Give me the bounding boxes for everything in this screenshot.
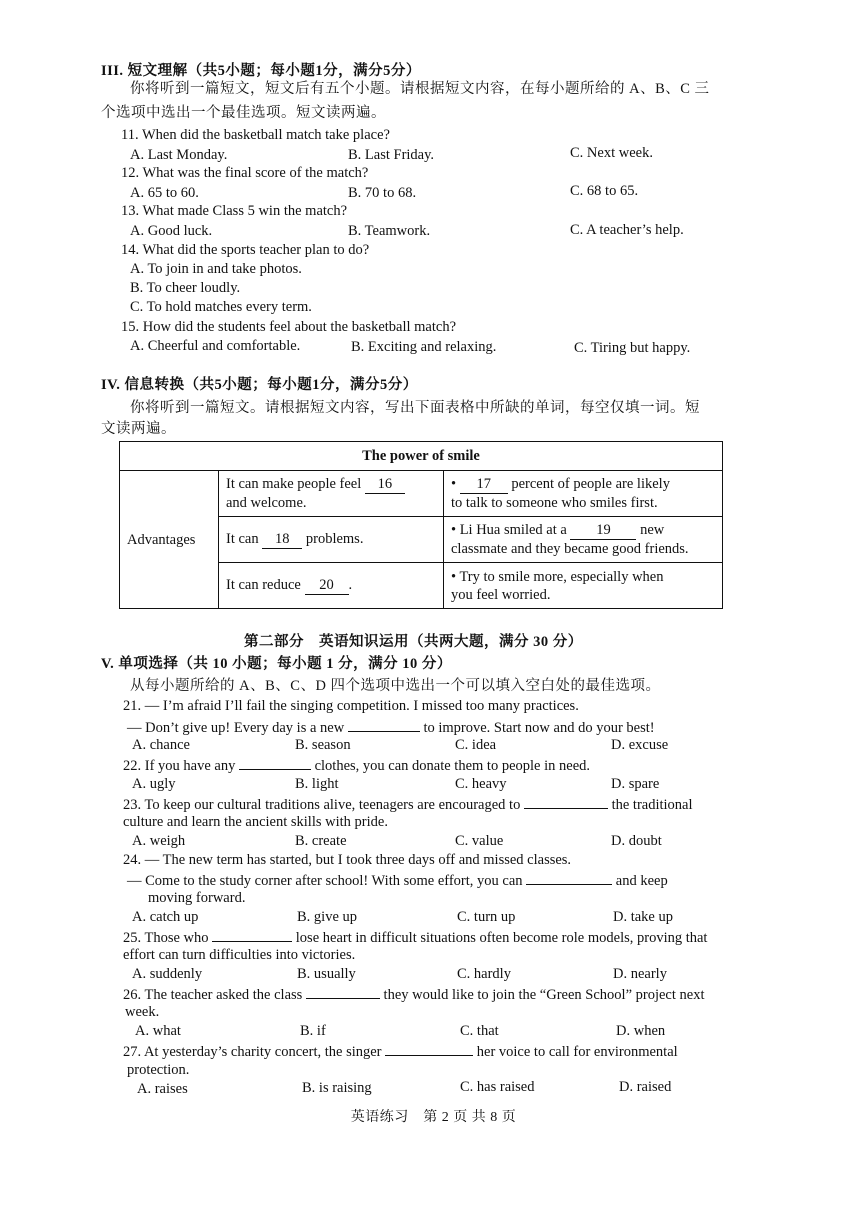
question-25-cont: effort can turn difficulties into victories.: [123, 947, 356, 963]
blank-21[interactable]: [348, 717, 420, 732]
option-25a: A. suddenly: [132, 966, 203, 982]
section-4-instruction-cont: 文读两遍。: [101, 421, 176, 437]
option-15b: B. Exciting and relaxing.: [351, 339, 497, 355]
option-22b: B. light: [295, 776, 339, 792]
option-23c: C. value: [455, 833, 504, 849]
section-4-heading: IV. 信息转换（共5小题；每小题1分，满分5分）: [101, 377, 418, 393]
question-23-cont: culture and learn the ancient skills with pride.: [123, 814, 388, 830]
cell-19: • Li Hua smiled at a 19 new classmate and they became good friends.: [444, 517, 723, 563]
question-27: 27. At yesterday’s charity concert, the singer her voice to call for environmental: [123, 1041, 678, 1061]
question-27-cont: protection.: [127, 1062, 190, 1078]
option-14c: C. To hold matches every term.: [130, 299, 312, 315]
option-11a: A. Last Monday.: [130, 147, 228, 163]
row-label: Advantages: [120, 471, 219, 609]
option-21b: B. season: [295, 737, 351, 753]
option-21c: C. idea: [455, 737, 497, 753]
option-27b: B. is raising: [302, 1080, 372, 1096]
question-12: 12. What was the final score of the match?: [121, 165, 369, 181]
cell-17: • 17 percent of people are likely to talk to someone who smiles first.: [444, 471, 723, 517]
option-24a: A. catch up: [132, 909, 199, 925]
info-table: [119, 441, 723, 609]
table-title: The power of smile: [120, 442, 723, 471]
option-24d: D. take up: [613, 909, 673, 925]
page-footer: 英语练习 第 2 页 共 8 页: [350, 1110, 517, 1125]
option-14a: A. To join in and take photos.: [130, 261, 302, 277]
question-22: 22. If you have any clothes, you can donate them to people in need.: [123, 755, 590, 775]
blank-24[interactable]: [526, 870, 612, 885]
option-15c: C. Tiring but happy.: [574, 340, 691, 356]
question-21-reply: — Don’t give up! Every day is a new to improve. Start now and do your best!: [127, 717, 655, 737]
blank-22[interactable]: [239, 755, 311, 770]
option-25d: D. nearly: [613, 966, 667, 982]
blank-25[interactable]: [212, 927, 292, 942]
section-5-heading: V. 单项选择（共 10 小题；每小题 1 分，满分 10 分）: [101, 656, 452, 672]
cell-18: It can 18 problems.: [219, 517, 444, 563]
option-23d: D. doubt: [611, 833, 662, 849]
question-25: 25. Those who lose heart in difficult situations often become role models, proving that: [123, 927, 707, 947]
question-26-cont: week.: [125, 1004, 160, 1020]
blank-27[interactable]: [385, 1041, 473, 1056]
option-23a: A. weigh: [132, 833, 186, 849]
option-14b: B. To cheer loudly.: [130, 280, 241, 296]
question-24-reply: — Come to the study corner after school! With some effort, you can and keep: [127, 870, 668, 890]
blank-23[interactable]: [524, 794, 608, 809]
question-24: 24. — The new term has started, but I took three days off and missed classes.: [123, 852, 572, 868]
question-11: 11. When did the basketball match take place?: [121, 127, 390, 143]
option-26d: D. when: [616, 1023, 666, 1039]
option-27c: C. has raised: [460, 1079, 535, 1095]
section-3-heading: III. 短文理解（共5小题；每小题1分，满分5分）: [101, 63, 421, 79]
question-15: 15. How did the students feel about the basketball match?: [121, 319, 457, 335]
option-12c: C. 68 to 65.: [570, 183, 639, 199]
option-13b: B. Teamwork.: [348, 223, 431, 239]
option-27d: D. raised: [619, 1079, 672, 1095]
option-22a: A. ugly: [132, 776, 176, 792]
option-26a: A. what: [135, 1023, 181, 1039]
option-21a: A. chance: [132, 737, 190, 753]
blank-20[interactable]: 20: [305, 576, 349, 595]
question-14: 14. What did the sports teacher plan to do?: [121, 242, 370, 258]
option-27a: A. raises: [137, 1081, 188, 1097]
blank-19[interactable]: 19: [570, 521, 636, 540]
blank-17[interactable]: 17: [460, 475, 508, 494]
cell-tip: • Try to smile more, especially when you feel worried.: [444, 563, 723, 609]
option-11c: C. Next week.: [570, 145, 653, 161]
option-26b: B. if: [300, 1023, 326, 1039]
blank-18[interactable]: 18: [262, 530, 302, 549]
cell-16: It can make people feel 16 and welcome.: [219, 471, 444, 517]
question-26: 26. The teacher asked the class they would like to join the “Green School” project next: [123, 984, 704, 1004]
option-24b: B. give up: [297, 909, 358, 925]
question-23: 23. To keep our cultural traditions alive, teenagers are encouraged to the traditional: [123, 794, 693, 814]
question-24-cont: moving forward.: [148, 890, 246, 906]
option-12b: B. 70 to 68.: [348, 185, 417, 201]
section-4-instruction: 你将听到一篇短文。请根据短文内容，写出下面表格中所缺的单词，每空仅填一词。短: [130, 400, 700, 416]
blank-16[interactable]: 16: [365, 475, 405, 494]
option-15a: A. Cheerful and comfortable.: [130, 338, 301, 354]
option-21d: D. excuse: [611, 737, 669, 753]
option-25c: C. hardly: [457, 966, 511, 982]
section-3-instruction: 你将听到一篇短文，短文后有五个小题。请根据短文内容，在每小题所给的 A、B、C 三: [130, 81, 710, 97]
part-2-heading: 第二部分 英语知识运用（共两大题，满分 30 分）: [244, 634, 583, 650]
option-12a: A. 65 to 60.: [130, 185, 199, 201]
option-22c: C. heavy: [455, 776, 507, 792]
option-13a: A. Good luck.: [130, 223, 213, 239]
option-26c: C. that: [460, 1023, 499, 1039]
question-13: 13. What made Class 5 win the match?: [121, 203, 348, 219]
option-23b: B. create: [295, 833, 347, 849]
option-22d: D. spare: [611, 776, 660, 792]
option-11b: B. Last Friday.: [348, 147, 435, 163]
blank-26[interactable]: [306, 984, 380, 999]
section-5-instruction: 从每小题所给的 A、B、C、D 四个选项中选出一个可以填入空白处的最佳选项。: [130, 678, 661, 694]
option-13c: C. A teacher’s help.: [570, 222, 684, 238]
section-3-instruction-cont: 个选项中选出一个最佳选项。短文读两遍。: [101, 105, 386, 121]
option-24c: C. turn up: [457, 909, 516, 925]
cell-20: It can reduce 20 .: [219, 563, 444, 609]
question-21: 21. — I’m afraid I’ll fail the singing competition. I missed too many practices.: [123, 698, 579, 714]
option-25b: B. usually: [297, 966, 356, 982]
